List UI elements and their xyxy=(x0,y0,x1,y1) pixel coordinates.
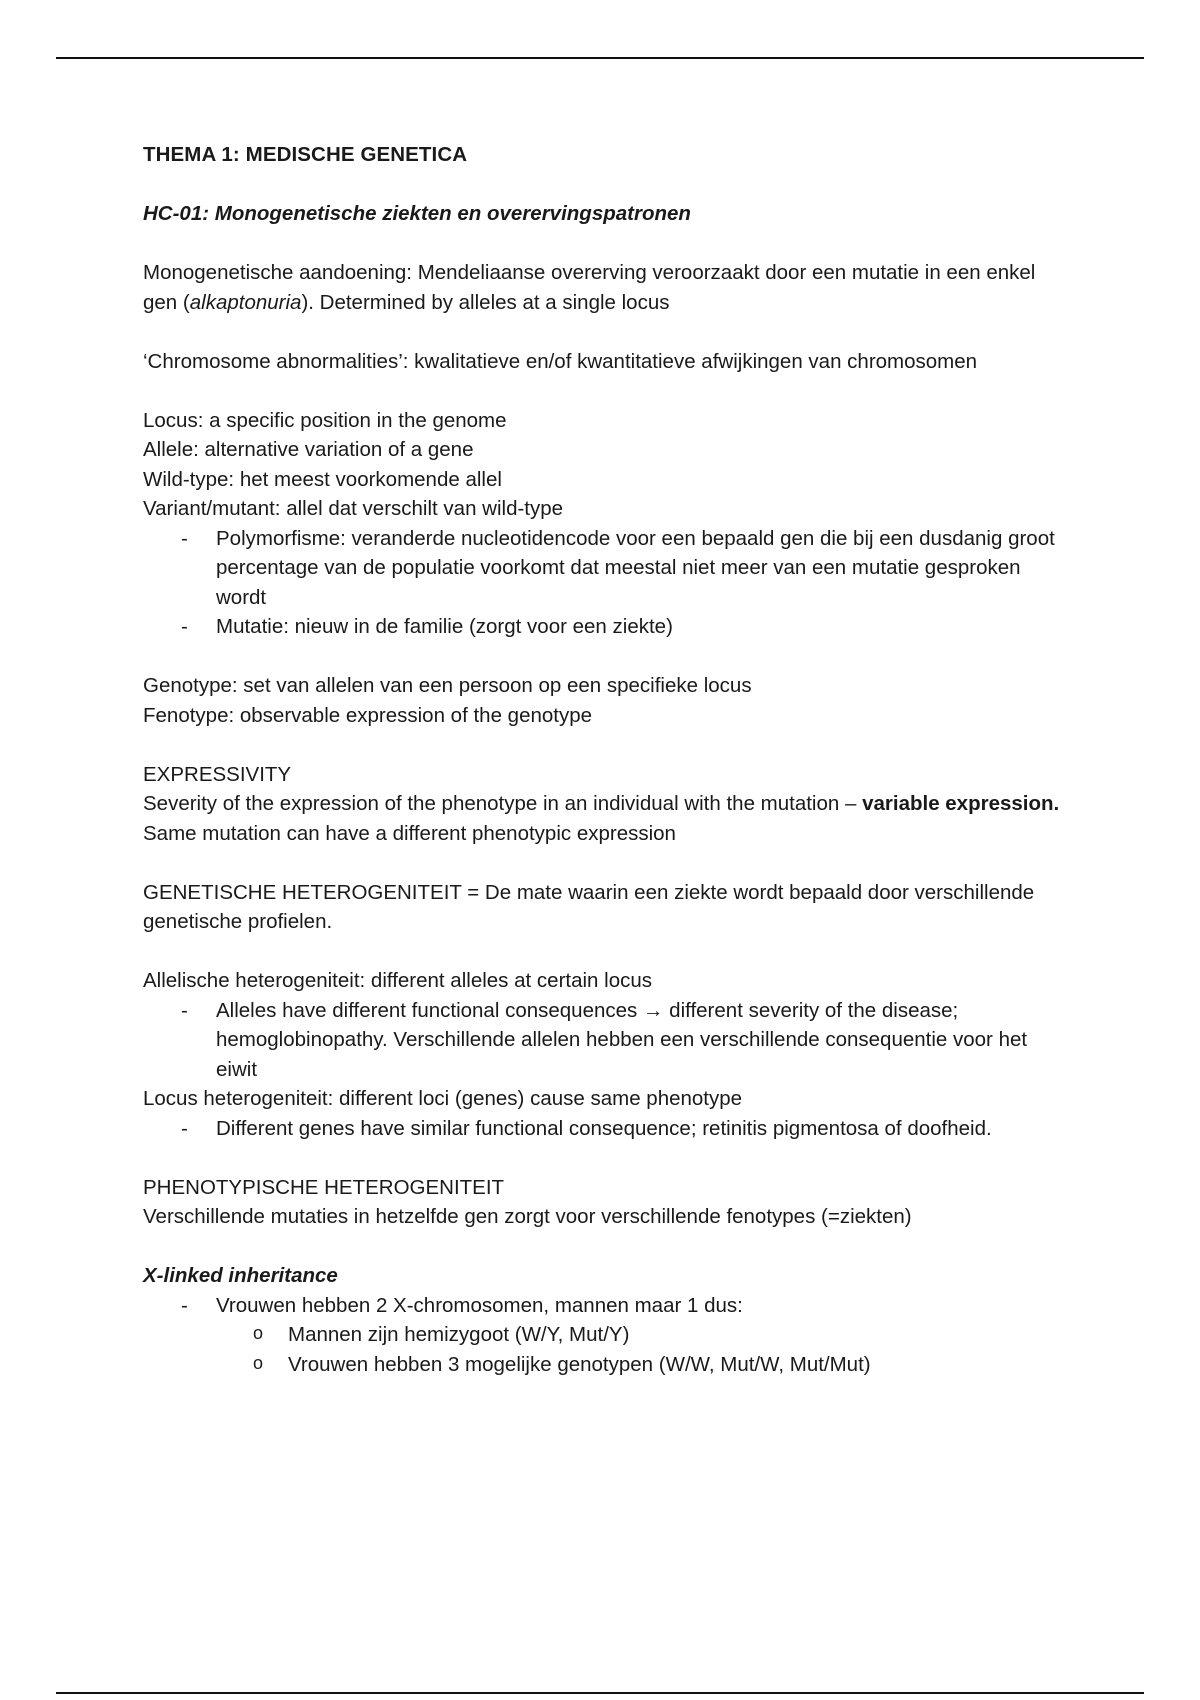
variant-list xyxy=(143,524,1073,642)
top-rule xyxy=(56,57,1144,59)
list-item: - Mutatie: nieuw in de familie (zorgt voor een ziekte) xyxy=(143,612,1073,642)
monogenetic-paragraph xyxy=(143,258,1073,317)
allele-definition: Allele: alternative variation of a gene xyxy=(143,438,474,461)
sub-list-item: o Mannen zijn hemizygoot (W/Y, Mut/Y) xyxy=(143,1320,1073,1350)
monogenetic-text-2: ). Determined by alleles at a single locus xyxy=(301,290,670,314)
list-item: - Polymorfisme: veranderde nucleotidencode voor een bepaald gen die bij een dusdanig groot percentage van de populatie voorkomt dat meestal niet meer van een mutatie gesproken wordt xyxy=(143,524,1073,613)
document-body xyxy=(143,140,1073,1379)
sub-list-item: o Vrouwen hebben 3 mogelijke genotypen (W/W, Mut/W, Mut/Mut) xyxy=(143,1350,1073,1380)
lecture-subtitle: HC-01: Monogenetische ziekten en overervingspatronen xyxy=(143,202,691,225)
expressivity-paragraph xyxy=(143,789,1073,848)
genotype-definition: Genotype: set van allelen van een persoon op een specifieke locus xyxy=(143,674,752,697)
expressivity-text-1: Severity of the expression of the phenotype in an individual with the mutation – xyxy=(143,792,863,815)
xlinked-item-text: Vrouwen hebben 2 X-chromosomen, mannen maar 1 dus: xyxy=(216,1293,743,1317)
expressivity-bold: variable expression. xyxy=(862,792,1060,815)
bottom-rule xyxy=(56,1692,1144,1694)
xlinked-list xyxy=(143,1291,1073,1380)
list-item: - Different genes have similar functional consequence; retinitis pigmentosa of doofheid. xyxy=(143,1114,1073,1144)
wildtype-definition: Wild-type: het meest voorkomende allel xyxy=(143,467,502,491)
fenotype-definition: Fenotype: observable expression of the genotype xyxy=(143,703,593,727)
locus-heterogeneity-heading: Locus heterogeniteit: different loci (genes) cause same phenotype xyxy=(143,1087,743,1110)
list-item xyxy=(143,1291,1073,1380)
genetic-heterogeneity-paragraph: GENETISCHE HETEROGENITEIT = De mate waarin een ziekte wordt bepaald door verschillende genetische profielen. xyxy=(143,880,1035,933)
chromosome-paragraph: ‘Chromosome abnormalities’: kwalitatieve en/of kwantitatieve afwijkingen van chromosomen xyxy=(143,349,978,373)
list-item: - Alleles have different functional consequences → different severity of the disease; hemoglobinopathy. Verschillende allelen hebben een verschillende consequentie voor het eiwit xyxy=(143,996,1073,1085)
monogenetic-text-1: Monogenetische aandoening: Mendeliaanse overerving veroorzaakt door een mutatie in een enkel gen ( xyxy=(143,261,1036,314)
variant-definition: Variant/mutant: allel dat verschilt van wild-type xyxy=(143,497,564,520)
expressivity-heading: EXPRESSIVITY xyxy=(143,762,292,786)
xlinked-heading: X-linked inheritance xyxy=(143,1264,338,1287)
locus-list xyxy=(143,1114,1073,1144)
document-title: THEMA 1: MEDISCHE GENETICA xyxy=(143,143,468,166)
allelic-heterogeneity-heading: Allelische heterogeniteit: different alleles at certain locus xyxy=(143,969,652,992)
phenotypic-heterogeneity-heading: PHENOTYPISCHE HETEROGENITEIT xyxy=(143,1175,505,1199)
xlinked-sublist xyxy=(216,1320,1073,1379)
phenotypic-heterogeneity-text: Verschillende mutaties in hetzelfde gen zorgt voor verschillende fenotypes (=ziekten) xyxy=(143,1205,912,1228)
expressivity-text-2: Same mutation can have a different phenotypic expression xyxy=(143,821,676,845)
allelic-list xyxy=(143,996,1073,1085)
locus-definition: Locus: a specific position in the genome xyxy=(143,408,507,432)
monogenetic-italic: alkaptonuria xyxy=(189,290,302,314)
